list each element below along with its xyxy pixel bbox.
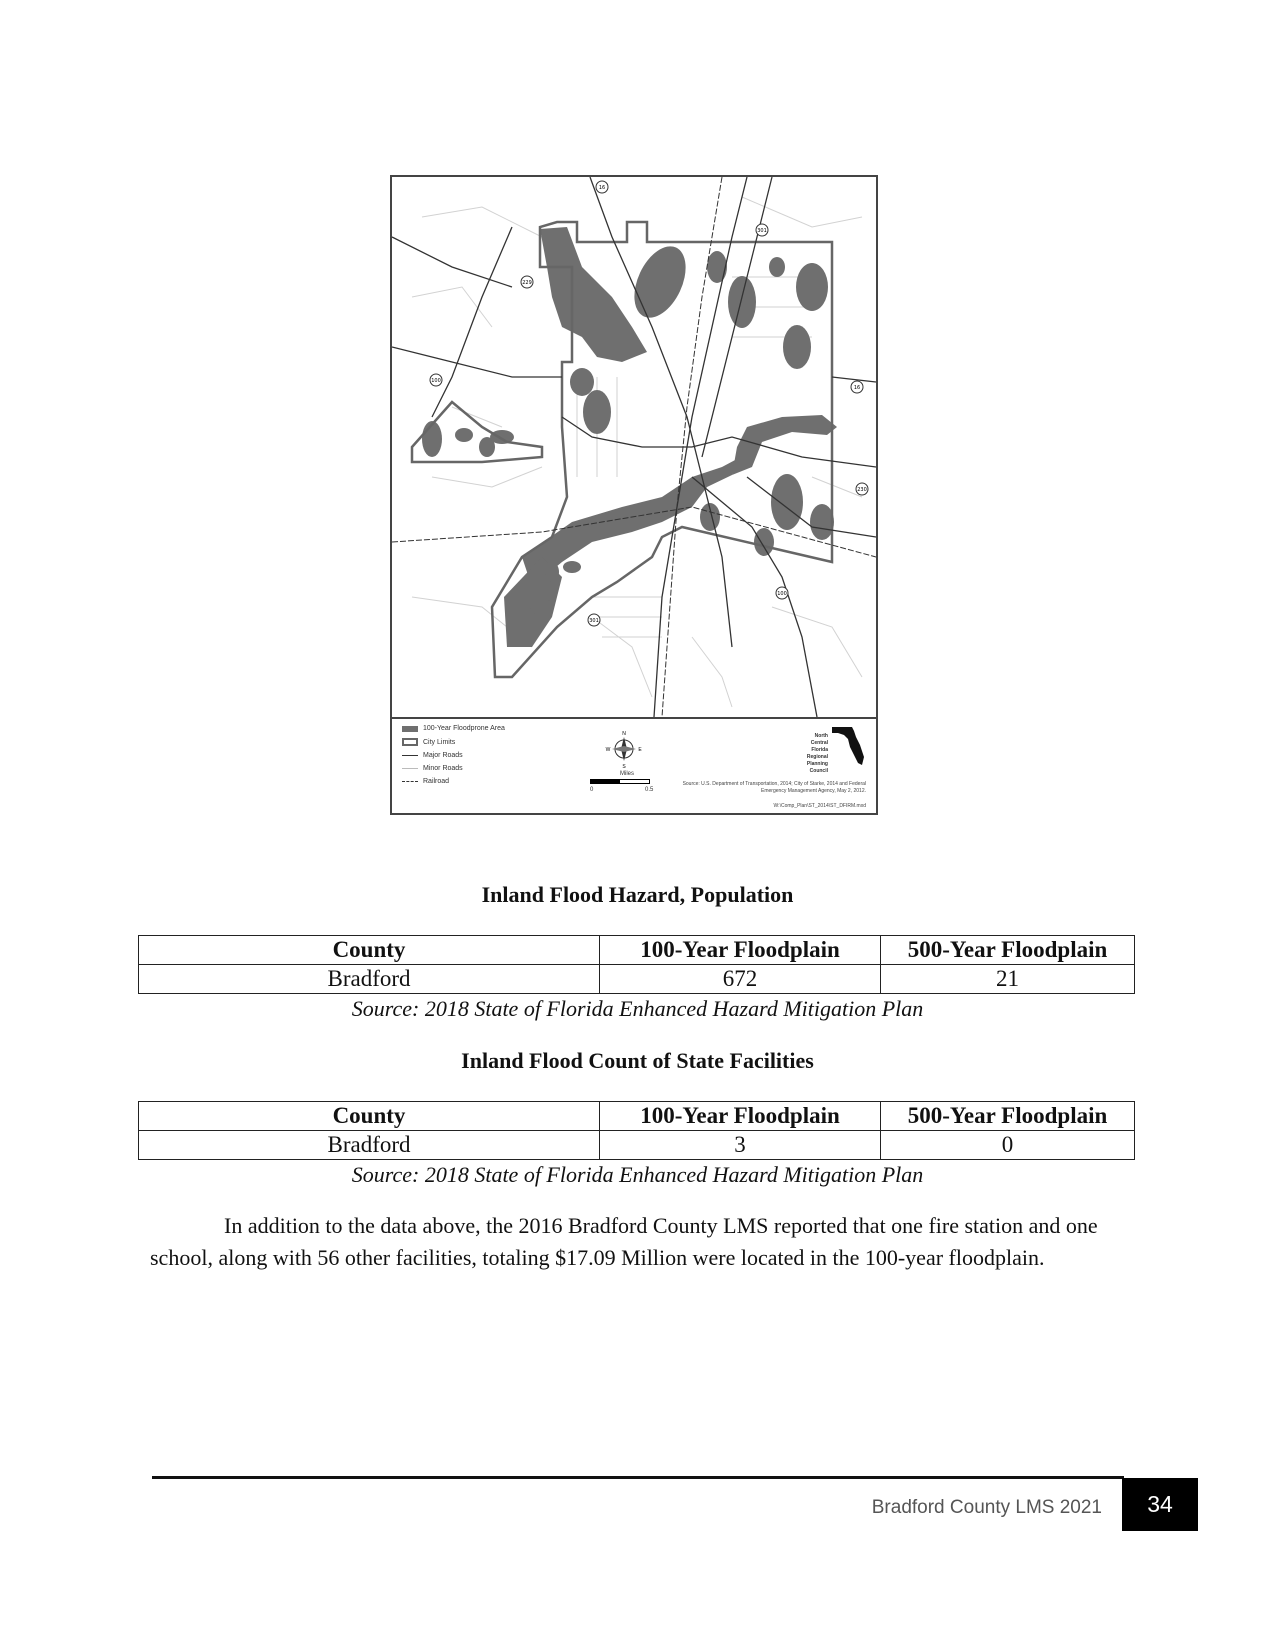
route-shield-230 [856, 483, 868, 495]
table-header-cell: County [139, 936, 600, 965]
svg-text:N: N [622, 731, 626, 737]
table-cell: 3 [600, 1131, 881, 1160]
table-header-row [139, 936, 1135, 965]
svg-text:S: S [622, 764, 626, 769]
floodprone-swatch [402, 726, 418, 732]
route-shield-100-west [430, 374, 442, 386]
minor-roads-swatch [402, 768, 418, 769]
table1-title: Inland Flood Hazard, Population [481, 882, 794, 907]
svg-text:W: W [605, 747, 611, 753]
map-legend [392, 717, 876, 813]
city-limits [412, 222, 832, 677]
route-shield-301-north [756, 224, 768, 236]
legend-label: Railroad [423, 778, 450, 785]
table-header-cell: 500-Year Floodplain [881, 1102, 1135, 1131]
body-paragraph: In addition to the data above, the 2016 Bradford County LMS reported that one fire station and one school, along with 56 other facilities, totaling $17.09 Million were located in the 100-year floodplain. [150, 1213, 1098, 1270]
legend-label: 100-Year Floodprone Area [423, 725, 505, 732]
scale-tick-1: 0.5 [645, 787, 654, 793]
railroad [392, 177, 876, 717]
legend-item-major-roads [402, 752, 463, 759]
flood-map [392, 177, 876, 717]
legend-item-city-limits [402, 738, 455, 746]
svg-text:100: 100 [431, 378, 441, 384]
scale-tick-0: 0 [590, 787, 594, 793]
city-limits-swatch [402, 738, 418, 746]
major-roads [392, 177, 876, 717]
legend-item-railroad [402, 778, 449, 785]
table2-title: Inland Flood Count of State Facilities [461, 1048, 814, 1073]
table-cell: Bradford [139, 965, 600, 994]
table-header-cell: 100-Year Floodplain [600, 936, 881, 965]
table-row [139, 965, 1135, 994]
svg-text:100: 100 [777, 591, 787, 597]
svg-text:16: 16 [598, 185, 606, 191]
scale-bar [590, 779, 650, 784]
population-table [138, 935, 1135, 994]
table1-source: Source: 2018 State of Florida Enhanced Hazard Mitigation Plan [351, 996, 924, 1021]
route-shield-100-south [776, 587, 788, 599]
svg-text:301: 301 [589, 618, 599, 624]
floodprone-areas [422, 227, 837, 647]
legend-label: Major Roads [423, 752, 463, 759]
table-header-row [139, 1102, 1135, 1131]
route-shield-16-north [596, 181, 608, 193]
minor-roads [412, 197, 862, 707]
facilities-table [138, 1101, 1135, 1160]
table-header-cell: 100-Year Floodplain [600, 1102, 881, 1131]
flood-map-figure [390, 175, 878, 815]
svg-text:230: 230 [857, 487, 867, 493]
map-sources: Source: U.S. Department of Transportation, 2014; City of Starke, 2014 and Federal Emergency Management Agency, May 2, 2012. [682, 781, 866, 794]
table-row [139, 1131, 1135, 1160]
florida-state-icon [832, 723, 866, 767]
table2-source: Source: 2018 State of Florida Enhanced Hazard Mitigation Plan [351, 1162, 924, 1187]
footer-document-title: Bradford County LMS 2021 [871, 1497, 1102, 1518]
footer-rule [152, 1476, 1124, 1479]
table-header-cell: 500-Year Floodplain [881, 936, 1135, 965]
route-shield-16-east [851, 381, 863, 393]
legend-item-floodprone [402, 725, 505, 732]
council-name: North Central Florida Regional Planning Council [806, 733, 828, 774]
page-number: 34 [1122, 1478, 1198, 1531]
route-shield-301-south [588, 614, 600, 626]
major-roads-swatch [402, 755, 418, 756]
legend-label: Minor Roads [423, 765, 463, 772]
railroad-swatch [402, 781, 418, 783]
legend-item-minor-roads [402, 765, 463, 772]
table-cell: 0 [881, 1131, 1135, 1160]
svg-text:229: 229 [522, 280, 532, 286]
table-header-cell: County [139, 1102, 600, 1131]
scale-title: Miles [620, 771, 635, 777]
table-cell: Bradford [139, 1131, 600, 1160]
legend-label: City Limits [423, 738, 456, 746]
route-shield-229 [521, 276, 533, 288]
svg-text:E: E [638, 747, 642, 753]
compass-rose-icon [604, 729, 644, 769]
svg-text:301: 301 [757, 228, 767, 234]
map-file-path: W:\Comp_Plan\ST_2014\ST_DFIRM.mxd [773, 803, 866, 809]
table-cell: 21 [881, 965, 1135, 994]
table-cell: 672 [600, 965, 881, 994]
svg-text:16: 16 [853, 385, 861, 391]
